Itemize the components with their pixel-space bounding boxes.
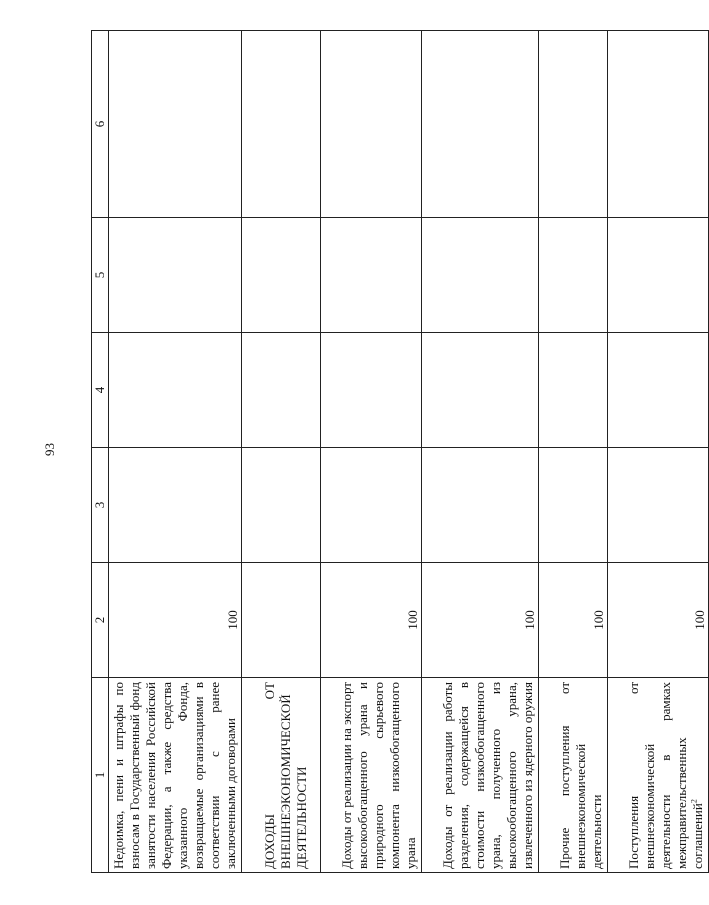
empty-cell	[109, 31, 242, 218]
empty-cell	[422, 218, 539, 333]
column-header-6: 6	[92, 31, 109, 218]
table-row	[109, 31, 242, 873]
empty-cell	[539, 448, 608, 563]
budget-table	[91, 30, 709, 873]
empty-cell	[422, 448, 539, 563]
empty-cell	[242, 31, 321, 218]
row-value: 100	[608, 563, 709, 678]
row-value: 100	[109, 563, 242, 678]
row-label: Прочие поступления от внешнеэкономической деятельности	[539, 678, 608, 873]
empty-cell	[321, 218, 422, 333]
empty-cell	[608, 448, 709, 563]
table-row	[422, 31, 539, 873]
row-label: Доходы от реализации на экспорт высокообогащенного урана и природного сырьевого компонента низкообогащенного урана	[321, 678, 422, 873]
table-row	[321, 31, 422, 873]
empty-cell	[539, 333, 608, 448]
empty-cell	[109, 448, 242, 563]
empty-cell	[321, 333, 422, 448]
empty-cell	[109, 333, 242, 448]
empty-cell	[608, 31, 709, 218]
empty-cell	[321, 448, 422, 563]
column-header-1: 1	[92, 678, 109, 873]
footnote-marker: 2	[689, 799, 699, 804]
table-row	[608, 31, 709, 873]
column-header-2: 2	[92, 563, 109, 678]
empty-cell	[109, 218, 242, 333]
column-header-3: 3	[92, 448, 109, 563]
row-label: Недоимка, пени и штрафы по взносам в Государственный фонд занятости населения Российской Федерации, а также средства указанного Фонда, возвращаемые организациями в соответствии с ранее заключенными договорами	[109, 678, 242, 873]
empty-cell	[539, 218, 608, 333]
empty-cell	[321, 31, 422, 218]
empty-cell	[422, 31, 539, 218]
row-label: Доходы от реализации работы разделения, содержащейся в стоимости низкообогащенного урана, полученного из высокообогащенного урана, извлеченного из ядерного оружия	[422, 678, 539, 873]
column-header-4: 4	[92, 333, 109, 448]
row-label: ДОХОДЫ ОТ ВНЕШНЕЭКОНОМИЧЕСКОЙ ДЕЯТЕЛЬНОСТИ	[242, 678, 321, 873]
empty-cell	[608, 218, 709, 333]
row-value: 100	[422, 563, 539, 678]
column-header-5: 5	[92, 218, 109, 333]
table-header-row	[92, 31, 109, 873]
row-value	[242, 563, 321, 678]
empty-cell	[242, 448, 321, 563]
row-value: 100	[539, 563, 608, 678]
rotated-table-canvas	[91, 31, 707, 873]
empty-cell	[422, 333, 539, 448]
row-label-text: Поступления от внешнеэкономической деятельности в рамках межправительственных соглашений	[626, 682, 705, 869]
empty-cell	[242, 333, 321, 448]
empty-cell	[242, 218, 321, 333]
row-label	[608, 678, 709, 873]
table-row	[539, 31, 608, 873]
page-number: 93	[42, 443, 57, 456]
row-value: 100	[321, 563, 422, 678]
empty-cell	[608, 333, 709, 448]
table-row	[242, 31, 321, 873]
empty-cell	[539, 31, 608, 218]
